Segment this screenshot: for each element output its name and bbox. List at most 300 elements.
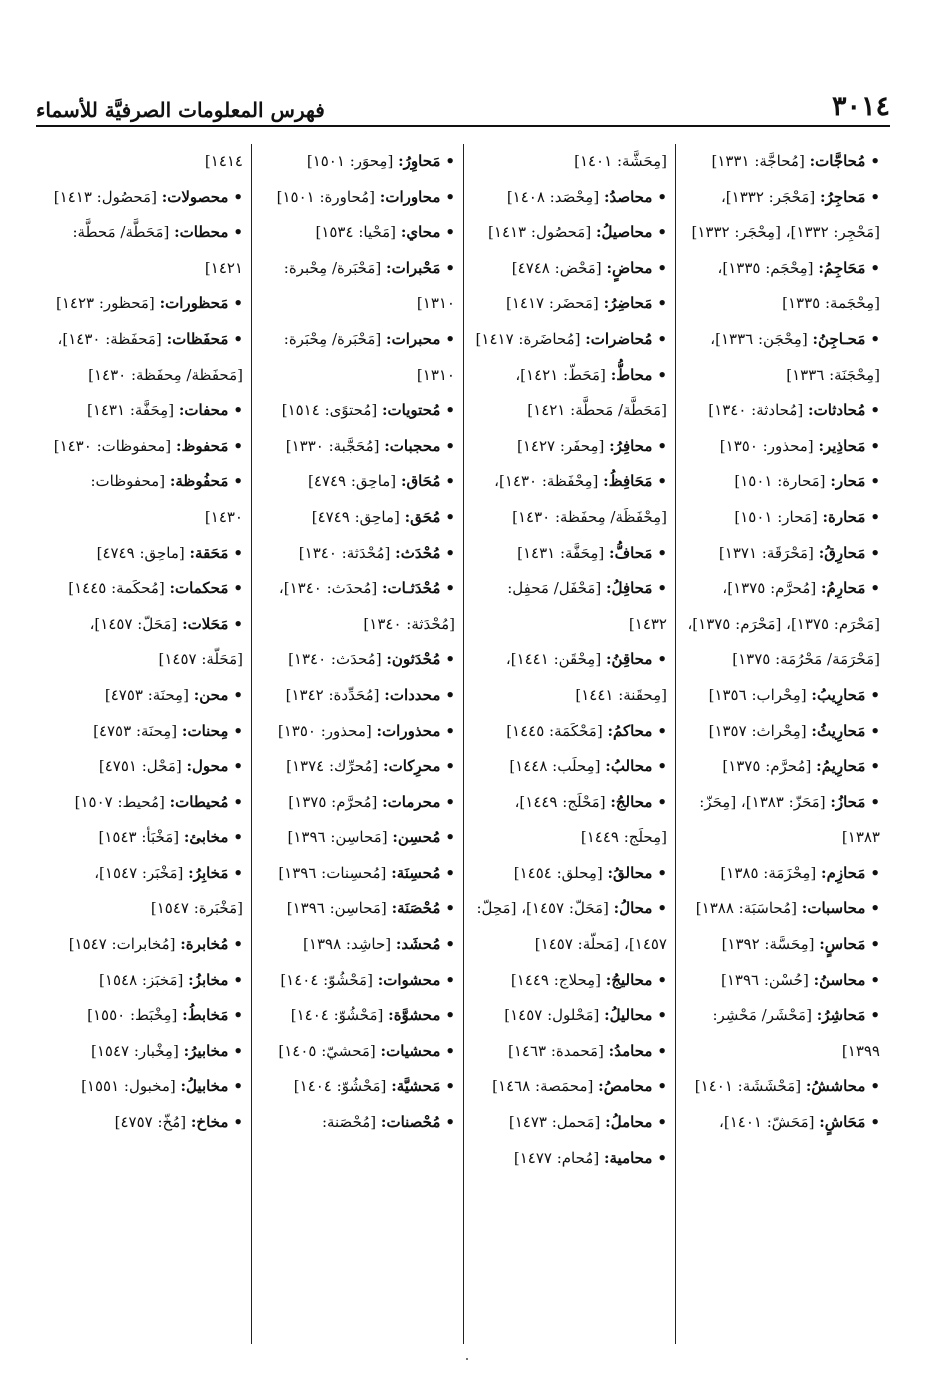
index-entry — [684, 678, 880, 714]
entry-reference: [مَحار: ١٥٠١] — [734, 507, 818, 526]
index-entry — [48, 607, 243, 678]
index-entry — [684, 785, 880, 856]
entry-reference: [مَحْشُوّ: ١٤٠٤] — [290, 1006, 384, 1025]
entry-headword: محفات: — [178, 401, 229, 420]
index-entry — [260, 714, 455, 750]
entry-headword: محامصُ: — [598, 1077, 653, 1096]
entry-headword: مِحنات: — [181, 721, 229, 740]
index-entry — [260, 891, 455, 927]
bullet-icon: • — [657, 579, 667, 598]
index-column-1 — [676, 144, 888, 1344]
index-entry — [260, 251, 455, 322]
bullet-icon: • — [657, 899, 667, 918]
entry-headword: محرِكات: — [383, 757, 441, 776]
index-entry — [48, 963, 243, 999]
index-entry — [472, 286, 667, 322]
entry-reference: [مَحارة: ١٥٠١] — [734, 472, 826, 491]
entry-headword: محاصدُ: — [603, 187, 653, 206]
index-entry — [260, 998, 455, 1034]
bullet-icon: • — [657, 1113, 667, 1132]
entry-reference: [ماحِق: ٤٧٤٩] — [311, 507, 400, 526]
entry-headword: مَحار: — [830, 472, 866, 491]
bullet-icon: • — [233, 935, 243, 954]
bullet-icon: • — [445, 1041, 455, 1060]
entry-headword: محن: — [193, 685, 229, 704]
index-entry — [684, 464, 880, 500]
index-entry — [48, 393, 243, 429]
bullet-icon: • — [870, 685, 880, 704]
index-entry — [472, 891, 667, 962]
bullet-icon: • — [445, 543, 455, 562]
bullet-icon: • — [445, 828, 455, 847]
bullet-icon: • — [445, 1077, 455, 1096]
entry-reference: [مُحام: ١٤٧٧] — [513, 1148, 600, 1167]
header-rule — [36, 125, 890, 127]
entry-reference: [مَحْشَشَة: ١٤٠١] — [694, 1077, 802, 1096]
bullet-icon: • — [657, 1041, 667, 1060]
bullet-icon: • — [445, 258, 455, 277]
entry-headword: محاصيلُ: — [595, 223, 653, 242]
entry-headword: مَحَاشٍ: — [819, 1113, 866, 1132]
entry-headword: مُحْصنات: — [380, 1113, 441, 1132]
entry-reference: [مَحْض: ٤٧٤٨] — [511, 258, 602, 277]
entry-headword: مَحظورات: — [159, 294, 229, 313]
index-entry — [48, 571, 243, 607]
index-entry — [684, 998, 880, 1069]
entry-reference: [محفوظات: ١٤٣٠] — [53, 436, 172, 455]
entry-headword: محالُ: — [613, 899, 653, 918]
entry-reference: [مخبول: ١٥٥١] — [81, 1077, 176, 1096]
entry-headword: مُحْدَثون: — [386, 650, 441, 669]
entry-headword: مَحاشِرُ: — [816, 1006, 866, 1025]
index-entry — [260, 393, 455, 429]
bullet-icon: • — [657, 792, 667, 811]
entry-headword: محاششُ: — [805, 1077, 866, 1096]
entry-headword: مُخابرة: — [180, 935, 229, 954]
entry-reference: [مَحْكَمَة: ١٤٤٥] — [506, 721, 603, 740]
entry-headword: محول: — [186, 757, 229, 776]
entry-reference: [مِحْجَن: ١٣٣٦]، [مِحْجَنَة: ١٣٣٦] — [710, 329, 880, 384]
entry-headword: محددات: — [384, 685, 441, 704]
bullet-icon: • — [657, 650, 667, 669]
entry-reference: [مَحْشَر/ مَحْشِر: ١٣٩٩] — [712, 1006, 880, 1060]
entry-headword: محاليجُ: — [605, 970, 653, 989]
bullet-icon: • — [233, 863, 243, 882]
entry-headword: مَحارِيبُ: — [811, 685, 866, 704]
index-entry — [472, 571, 667, 642]
entry-headword: مَحَاجِمُ: — [818, 258, 866, 277]
index-entry — [260, 963, 455, 999]
entry-headword: مُحْدَث: — [395, 543, 441, 562]
entry-reference: [مُحدَث: ١٣٤٠]، [مُحْدَثة: ١٣٤٠] — [278, 579, 455, 633]
entry-reference: [مُحيط: ١٥٠٧] — [74, 792, 165, 811]
entry-headword: محافِرُ: — [609, 436, 653, 455]
bullet-icon: • — [445, 1113, 455, 1132]
entry-reference: [ماحِق: ٤٧٤٩] — [96, 543, 185, 562]
bullet-icon: • — [233, 828, 243, 847]
index-entry — [48, 429, 243, 465]
entry-headword: مخاخ: — [190, 1113, 229, 1132]
entry-headword: محامدُ: — [608, 1041, 653, 1060]
entry-reference: [مَحمل: ١٤٧٣] — [508, 1113, 601, 1132]
bullet-icon: • — [445, 152, 455, 170]
bullet-icon: • — [233, 223, 243, 242]
index-entry — [260, 678, 455, 714]
entry-headword: محالبُ: — [605, 757, 653, 776]
entry-reference: [مِحَسَّة: ١٣٩٢] — [721, 935, 815, 954]
entry-headword: مَحارِيمُ: — [816, 757, 866, 776]
entry-reference: [مُحرَّم: ١٣٧٥] — [722, 757, 812, 776]
index-entry — [48, 678, 243, 714]
bullet-icon: • — [445, 863, 455, 882]
index-entry — [260, 785, 455, 821]
entry-reference: [مِحَشَّة: ١٤٠١] — [574, 152, 667, 170]
bullet-icon: • — [445, 721, 455, 740]
bullet-icon: • — [445, 507, 455, 526]
bullet-icon: • — [870, 1077, 880, 1096]
bullet-icon: • — [233, 721, 243, 740]
entry-headword: محطات: — [174, 223, 229, 242]
entry-reference: [مُحرِّك: ١٣٧٤] — [286, 757, 379, 776]
index-entry — [48, 1105, 243, 1141]
entry-headword: مُحْدَثـات: — [382, 579, 441, 598]
entry-reference: [مَحَلّ: ١٤٥٧]، [مَحِلّ: ١٤٥٧]، [مَحلّة: ١٤٥٧] — [476, 899, 667, 954]
entry-reference: [مَحْشُوّ: ١٤٠٤] — [293, 1077, 387, 1096]
bullet-icon: • — [870, 792, 880, 811]
index-entry — [684, 927, 880, 963]
index-entry — [48, 927, 243, 963]
entry-headword: مَحاضِرُ: — [603, 294, 653, 313]
entry-reference: [مِحَفَّة: ١٤٣١] — [517, 543, 605, 562]
entry-headword: مَحارِيثُ: — [811, 721, 866, 740]
entry-reference: [مَحْلول: ١٤٥٧] — [504, 1006, 600, 1025]
index-entry — [48, 1069, 243, 1105]
bullet-icon: • — [233, 614, 243, 633]
page-number: ٣٠١٤ — [831, 91, 890, 122]
entry-headword: مُحاجَّات: — [809, 152, 866, 170]
bullet-icon: • — [233, 329, 243, 348]
index-entry — [260, 1034, 455, 1070]
bullet-icon: • — [870, 970, 880, 989]
index-entry — [684, 891, 880, 927]
index-entry — [472, 215, 667, 251]
index-entry — [684, 500, 880, 536]
entry-headword: محصولات: — [161, 187, 229, 206]
bullet-icon: • — [445, 579, 455, 598]
entry-reference: [مَحْشُوّ: ١٤٠٤] — [280, 970, 373, 989]
index-entry — [260, 180, 455, 216]
entry-headword: مُحَق: — [404, 507, 441, 526]
index-entry — [472, 963, 667, 999]
entry-reference: [مُخّ: ٤٧٥٧] — [114, 1113, 187, 1132]
entry-reference: [مِحْقَن: ١٤٤١]، [مِحقَنة: ١٤٤١] — [505, 650, 667, 704]
bullet-icon: • — [870, 187, 880, 206]
bullet-icon: • — [657, 543, 667, 562]
index-entry — [260, 820, 455, 856]
bullet-icon: • — [657, 1148, 667, 1167]
index-entry — [684, 180, 880, 251]
entry-reference: [مُحرَّم: ١٣٧٥]، [مَحْرَم: ١٣٧٥]، [مَحْرَم: ١٣٧٥]، [مَحْرَمَة/ مَحْرُمَة: ١٣٧٥] — [687, 579, 880, 669]
index-entry — [48, 144, 243, 180]
entry-reference: [مُحْصَنة: — [321, 1113, 377, 1132]
entry-headword: مَحاوِرُ: — [398, 152, 441, 170]
entry-reference: [مُحاضَرة: ١٤١٧] — [475, 329, 581, 348]
entry-reference: [مَحْبَرة/ مِحْبَرة: ١٣١٠] — [283, 329, 455, 384]
entry-headword: مَحـاجِنُ: — [812, 329, 866, 348]
index-column-2 — [464, 144, 676, 1344]
bullet-icon: • — [657, 757, 667, 776]
entry-headword: مخابئ: — [183, 828, 229, 847]
index-entry — [684, 963, 880, 999]
entry-reference: [مَحمدة: ١٤٦٣] — [508, 1041, 604, 1060]
entry-headword: محالقُ: — [607, 863, 653, 882]
entry-reference: [مَحفَظة: ١٤٣٠]، [مَحفَظة/ مِحفَظة: ١٤٣٠] — [57, 329, 243, 384]
entry-reference: [مَحْيا: ١٥٣٤] — [315, 223, 397, 242]
entry-reference: [مَحصُول: ١٤١٣] — [53, 187, 157, 206]
entry-reference: [محذور: ١٣٥٠] — [719, 436, 814, 455]
index-entry — [260, 144, 455, 180]
index-entry — [684, 749, 880, 785]
entry-reference: ١٤١٤] — [204, 152, 243, 170]
bullet-icon: • — [445, 650, 455, 669]
entry-headword: مخابزُ: — [188, 970, 229, 989]
entry-reference: [مِحْراب: ١٣٥٦] — [708, 685, 807, 704]
entry-headword: محاقِنُ: — [605, 650, 653, 669]
entry-reference: [حُسْن: ١٣٩٦] — [720, 970, 809, 989]
entry-headword: محامية: — [603, 1148, 653, 1167]
index-entry — [48, 286, 243, 322]
index-column-4 — [40, 144, 252, 1344]
bullet-icon: • — [233, 970, 243, 989]
entry-reference: [مِحلَب: ١٤٤٨] — [509, 757, 601, 776]
entry-headword: مَحفوظ: — [175, 436, 229, 455]
entry-reference: [مِحلاج: ١٤٤٩] — [510, 970, 602, 989]
bullet-icon: • — [870, 436, 880, 455]
entry-headword: مُحَاق: — [400, 472, 441, 491]
index-entry — [472, 1069, 667, 1105]
entry-headword: مَحافُّ: — [609, 543, 653, 562]
index-entry — [684, 322, 880, 393]
bullet-icon: • — [870, 152, 880, 170]
entry-headword: محاملُ: — [605, 1113, 653, 1132]
entry-reference: [مِحفَر: ١٤٢٧] — [516, 436, 605, 455]
entry-reference: [مِحنَة: ٤٧٥٣] — [104, 685, 189, 704]
index-entry — [684, 856, 880, 892]
bullet-icon: • — [657, 365, 667, 384]
entry-reference: [مِحوَر: ١٥٠١] — [306, 152, 394, 170]
bullet-icon: • — [870, 721, 880, 740]
bullet-icon: • — [445, 685, 455, 704]
bullet-icon: • — [233, 579, 243, 598]
index-entry — [684, 144, 880, 180]
bullet-icon: • — [233, 757, 243, 776]
entry-reference: [مَخبَز: ١٥٤٨] — [99, 970, 184, 989]
entry-reference: [مَحْلَج: ١٤٤٩]، [مِحلَج: ١٤٤٩] — [514, 792, 667, 847]
entry-headword: محاي: — [400, 223, 441, 242]
index-entry — [684, 251, 880, 322]
entry-headword: مُحتويات: — [382, 401, 441, 420]
entry-headword: محذورات: — [376, 721, 441, 740]
entry-headword: مُحسِنَة: — [391, 863, 441, 882]
entry-headword: محاسبات: — [801, 899, 866, 918]
entry-reference: [مُحاورة: ١٥٠١] — [276, 187, 376, 206]
bullet-icon: • — [445, 935, 455, 954]
index-entry — [260, 500, 455, 536]
entry-headword: مَخابِرُ: — [188, 863, 229, 882]
bullet-icon: • — [233, 1041, 243, 1060]
entry-reference: [حاشِد: ١٣٩٨] — [303, 935, 392, 954]
entry-reference: [مَخْبَأ: ١٥٤٣] — [98, 828, 180, 847]
index-entry — [472, 998, 667, 1034]
entry-headword: محشيات: — [380, 1041, 441, 1060]
index-entry — [684, 536, 880, 572]
index-entry — [472, 642, 667, 713]
entry-reference: [مَخْبَر: ١٥٤٧]، [مَخْبَرة: ١٥٤٧] — [94, 863, 243, 918]
entry-reference: [مُحاجَّة: ١٣٣١] — [711, 152, 805, 170]
index-column-3 — [252, 144, 464, 1344]
index-entry — [48, 785, 243, 821]
index-entry — [260, 749, 455, 785]
entry-headword: محاسنُ: — [813, 970, 866, 989]
bullet-icon: • — [657, 863, 667, 882]
entry-reference: [محذور: ١٣٥٠] — [277, 721, 372, 740]
index-entry — [260, 571, 455, 642]
entry-reference: [مِحْراث: ١٣٥٧] — [708, 721, 807, 740]
entry-headword: مَحازِم: — [821, 863, 866, 882]
entry-reference: [مِحْصَد: ١٤٠٨] — [506, 187, 600, 206]
index-entry — [684, 429, 880, 465]
index-entry — [260, 464, 455, 500]
entry-headword: مَحارة: — [822, 507, 866, 526]
entry-reference: [مِحْجَم: ١٣٣٥]، [مِحْجَمة: ١٣٣٥] — [717, 258, 880, 313]
entry-headword: مخابيرُ: — [183, 1041, 229, 1060]
index-entry — [684, 393, 880, 429]
entry-headword: مَحَافِظُ: — [603, 472, 653, 491]
index-columns — [40, 144, 888, 1344]
entry-reference: [مَحَطَّة/ مَحطَّة: ١٤٢١] — [72, 223, 243, 277]
index-entry — [48, 856, 243, 927]
entry-reference: [مُحادثة: ١٣٤٠] — [708, 401, 804, 420]
index-entry — [472, 749, 667, 785]
bullet-icon: • — [870, 579, 880, 598]
entry-reference: [مَحصُول: ١٤١٣] — [488, 223, 592, 242]
index-entry — [472, 1141, 667, 1177]
index-entry — [260, 536, 455, 572]
index-entry — [48, 464, 243, 535]
running-title: فهرس المعلومات الصرفيَّة للأسماء — [36, 98, 325, 122]
entry-reference: [مِخْبَط: ١٥٥٠] — [87, 1006, 178, 1025]
page-header — [36, 78, 890, 122]
entry-reference: [مَحضَر: ١٤١٧] — [506, 294, 599, 313]
entry-reference: [مُحدَث: ١٣٤٠] — [288, 650, 382, 669]
index-entry — [472, 464, 667, 535]
index-entry — [472, 429, 667, 465]
bullet-icon: • — [233, 436, 243, 455]
bullet-icon: • — [233, 187, 243, 206]
entry-reference: [محفوظات: ١٤٣٠] — [90, 472, 243, 526]
entry-headword: مَحارِمُ: — [821, 579, 866, 598]
index-entry — [472, 251, 667, 287]
entry-headword: محاليلُ: — [604, 1006, 653, 1025]
entry-headword: مُحادثات: — [808, 401, 866, 420]
bullet-icon: • — [233, 543, 243, 562]
bullet-icon: • — [657, 721, 667, 740]
entry-headword: مَحفُوظة: — [169, 472, 229, 491]
index-entry — [472, 856, 667, 892]
entry-reference: [مِحَفَّة: ١٤٣١] — [86, 401, 175, 420]
index-entry — [260, 927, 455, 963]
entry-headword: محالجُ: — [610, 792, 653, 811]
bullet-icon: • — [870, 1006, 880, 1025]
index-entry — [48, 714, 243, 750]
index-entry — [472, 714, 667, 750]
entry-headword: محبرات: — [386, 329, 441, 348]
index-entry — [472, 785, 667, 856]
bullet-icon: • — [657, 187, 667, 206]
index-entry — [48, 820, 243, 856]
index-entry — [472, 358, 667, 429]
entry-headword: محجبات: — [384, 436, 441, 455]
page-speck — [466, 1358, 468, 1360]
bullet-icon: • — [870, 472, 880, 491]
bullet-icon: • — [233, 294, 243, 313]
index-entry — [684, 571, 880, 678]
entry-headword: مَحازُ: — [830, 792, 866, 811]
bullet-icon: • — [870, 507, 880, 526]
bullet-icon: • — [657, 472, 667, 491]
bullet-icon: • — [233, 685, 243, 704]
bullet-icon: • — [233, 401, 243, 420]
entry-reference: [مُحرَّم: ١٣٧٥] — [288, 792, 378, 811]
bullet-icon: • — [445, 187, 455, 206]
index-entry — [48, 322, 243, 393]
entry-headword: مَحَلات: — [182, 614, 229, 633]
index-entry — [260, 1105, 455, 1141]
entry-headword: مُحشَد: — [395, 935, 441, 954]
entry-reference: [مَحْرَقَة: ١٣٧١] — [718, 543, 814, 562]
entry-reference: [مَحْفَل/ مَحفِل: ١٤٣٢] — [507, 579, 667, 633]
entry-headword: محاكمُ: — [607, 721, 653, 740]
index-entry — [684, 714, 880, 750]
entry-reference: [مِحلق: ١٤٥٤] — [513, 863, 603, 882]
bullet-icon: • — [870, 543, 880, 562]
entry-headword: مَحاسٍ: — [819, 935, 866, 954]
index-entry — [684, 1069, 880, 1105]
bullet-icon: • — [445, 401, 455, 420]
bullet-icon: • — [870, 329, 880, 348]
entry-reference: [مَحَلّ: ١٤٥٧]، [مَحَلّة: ١٤٥٧] — [89, 614, 243, 669]
index-entry — [472, 536, 667, 572]
entry-headword: مَحاذِير: — [818, 436, 866, 455]
bullet-icon: • — [657, 970, 667, 989]
entry-headword: محرمات: — [382, 792, 441, 811]
index-entry — [260, 642, 455, 678]
entry-reference: [مَحَشّ: ١٤٠١]، — [719, 1113, 815, 1132]
index-entry — [472, 1105, 667, 1141]
entry-reference: [مُخابرات: ١٥٤٧] — [68, 935, 176, 954]
entry-headword: مُحْصَنَة: — [391, 899, 441, 918]
bullet-icon: • — [445, 329, 455, 348]
bullet-icon: • — [445, 436, 455, 455]
entry-headword: محشوات: — [377, 970, 441, 989]
bullet-icon: • — [657, 1006, 667, 1025]
index-entry — [48, 215, 243, 286]
bullet-icon: • — [445, 970, 455, 989]
bullet-icon: • — [233, 792, 243, 811]
index-entry — [48, 180, 243, 216]
bullet-icon: • — [870, 757, 880, 776]
entry-reference: [مُحَدِّدة: ١٣٤٢] — [285, 685, 380, 704]
